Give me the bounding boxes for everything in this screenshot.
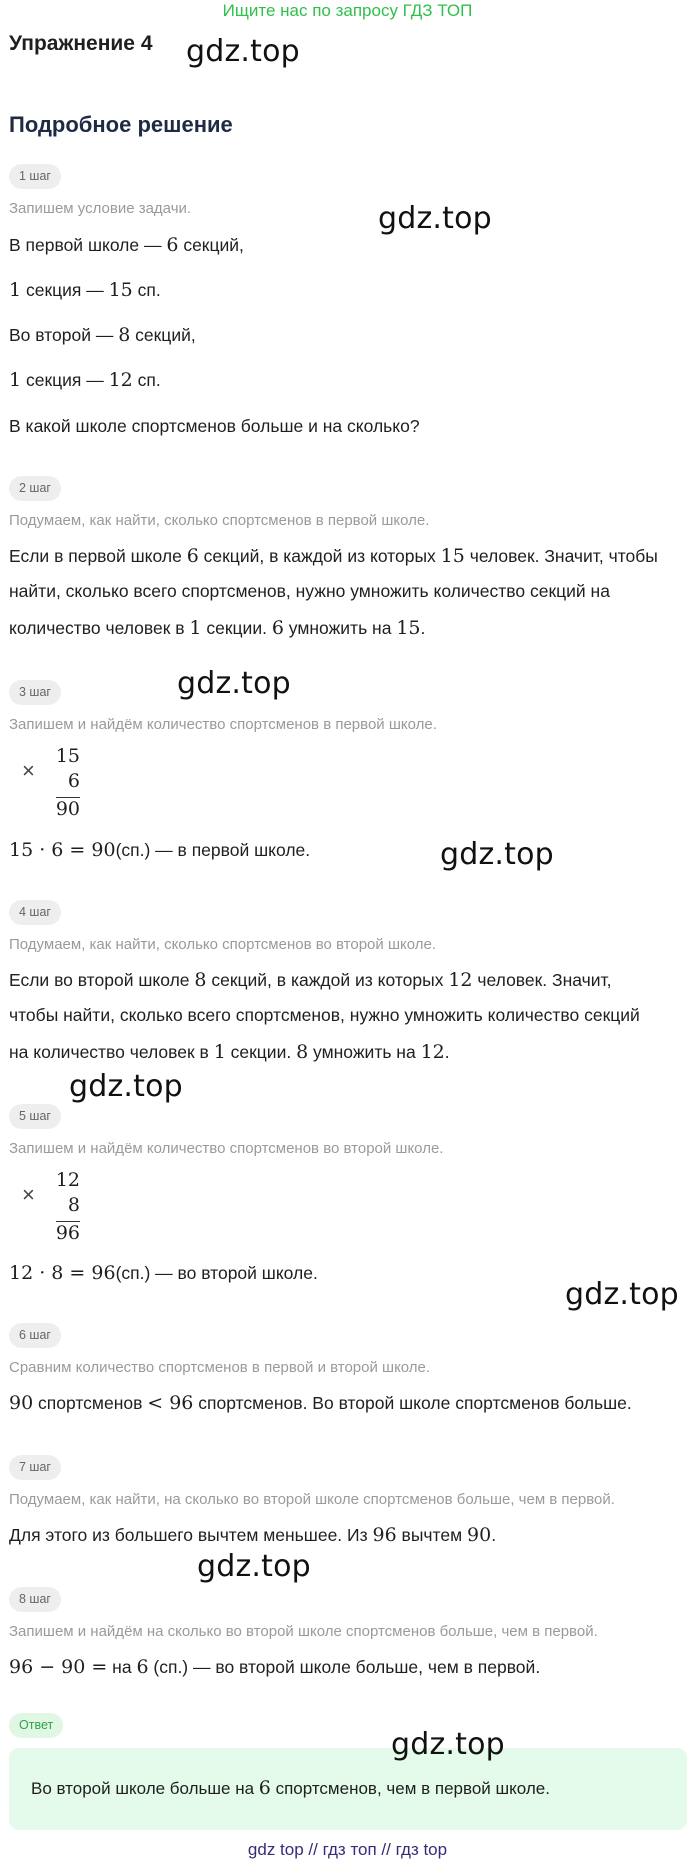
column-multiplier: 8 [67, 1194, 80, 1216]
step-badge: 4 шаг [9, 900, 61, 925]
result-line: 15 · 6 = 90(сп.) — в первой школе. [9, 839, 311, 861]
column-multiplier: 6 [67, 770, 80, 792]
column-top-number: 15 [55, 745, 80, 767]
column-result: 96 [55, 1222, 80, 1244]
result-line: 96 − 90 = на 6 (сп.) — во второй школе больше, чем в первой. [9, 1656, 541, 1678]
watermark: gdz.top [186, 34, 300, 69]
explanation-line: найти, сколько всего спортсменов, нужно умножить количество секций на [9, 581, 610, 601]
explanation-line: Для этого из большего вычтем меньшее. Из 96 вычтем 90. [9, 1524, 497, 1546]
explanation-line: чтобы найти, сколько всего спортсменов, нужно умножить количество секций [9, 1005, 640, 1025]
watermark: gdz.top [440, 837, 554, 872]
multiply-sign: × [22, 758, 35, 783]
watermark: gdz.top [69, 1069, 183, 1104]
column-result: 90 [55, 798, 80, 820]
watermark: gdz.top [378, 201, 492, 236]
footer-links[interactable]: gdz top // гдз топ // гдз top [247, 1840, 448, 1859]
step-badge: 7 шаг [9, 1455, 61, 1480]
answer-badge: Ответ [9, 1713, 63, 1738]
answer-text: Во второй школе больше на 6 спортсменов, чем в первой школе. [31, 1777, 550, 1799]
exercise-title: Упражнение 4 [9, 32, 153, 55]
explanation-line: на количество человек в 1 секции. 8 умножить на 12. [9, 1041, 450, 1063]
explanation-line: Если в первой школе 6 секций, в каждой из которых 15 человек. Значит, чтобы [9, 545, 658, 567]
watermark: gdz.top [197, 1549, 311, 1584]
solution-title: Подробное решение [9, 112, 233, 137]
result-line: 12 · 8 = 96(сп.) — во второй школе. [9, 1262, 318, 1284]
comparison-line: 90 спортсменов < 96 спортсменов. Во второй школе спортсменов больше. [9, 1392, 632, 1414]
step-hint: Запишем и найдём на сколько во второй школе спортсменов больше, чем в первой. [9, 1623, 598, 1640]
explanation-line: количество человек в 1 секции. 6 умножить на 15. [9, 617, 426, 639]
multiply-sign: × [22, 1182, 35, 1207]
column-top-number: 12 [55, 1169, 80, 1191]
step-badge: 5 шаг [9, 1104, 61, 1129]
step-hint: Сравним количество спортсменов в первой и второй школе. [9, 1359, 431, 1376]
step-badge: 8 шаг [9, 1587, 61, 1612]
question-line: В какой школе спортсменов больше и на сколько? [9, 416, 420, 436]
condition-line: Во второй — 8 секций, [9, 324, 196, 346]
step-hint: Подумаем, как найти, на сколько во второй школе спортсменов больше, чем в первой. [9, 1491, 615, 1508]
step-badge: 1 шаг [9, 164, 61, 189]
top-banner: Ищите нас по запросу ГДЗ ТОП [222, 1, 473, 20]
condition-line: 1 секция — 15 сп. [9, 279, 161, 301]
watermark: gdz.top [177, 666, 291, 701]
step-hint: Запишем условие задачи. [9, 200, 192, 217]
step-hint: Подумаем, как найти, сколько спортсменов во второй школе. [9, 936, 436, 953]
step-badge: 3 шаг [9, 680, 61, 705]
step-badge: 6 шаг [9, 1323, 61, 1348]
step-hint: Запишем и найдём количество спортсменов в первой школе. [9, 716, 437, 733]
step-badge: 2 шаг [9, 476, 61, 501]
condition-line: 1 секция — 12 сп. [9, 369, 161, 391]
explanation-line: Если во второй школе 8 секций, в каждой из которых 12 человек. Значит, [9, 969, 612, 991]
watermark: gdz.top [391, 1727, 505, 1762]
condition-line: В первой школе — 6 секций, [9, 234, 244, 256]
watermark: gdz.top [565, 1277, 679, 1312]
step-hint: Запишем и найдём количество спортсменов во второй школе. [9, 1140, 444, 1157]
step-hint: Подумаем, как найти, сколько спортсменов в первой школе. [9, 512, 430, 529]
